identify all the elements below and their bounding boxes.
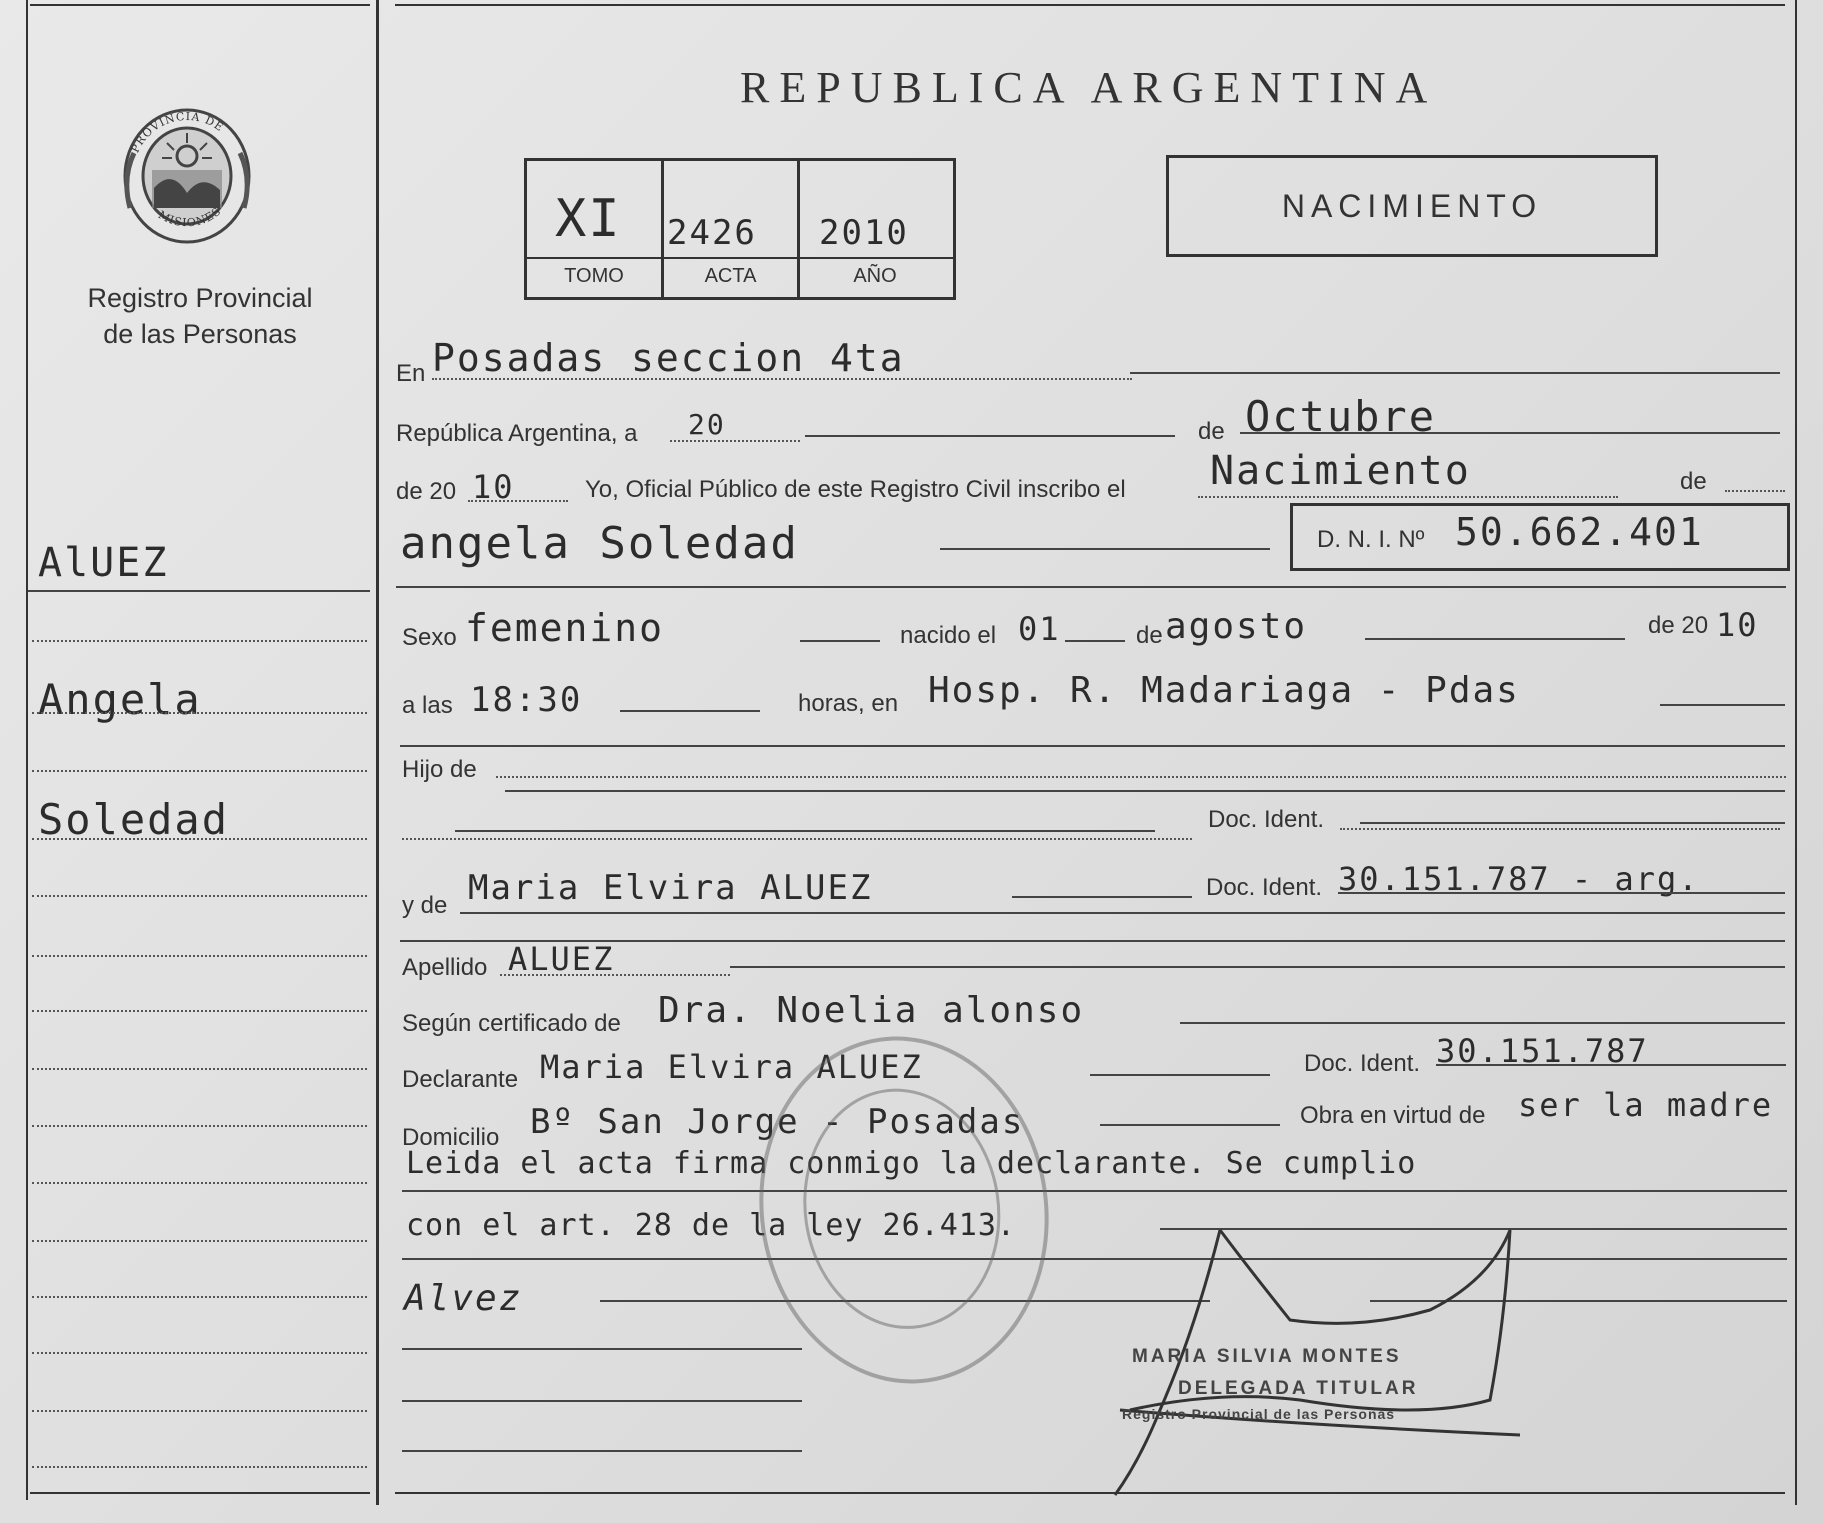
yde-label: y de (402, 892, 448, 919)
registration-day: 20 (688, 408, 726, 441)
father-doc-label: Doc. Ident. (1208, 806, 1325, 833)
segun-rule (1180, 1022, 1785, 1024)
yo-oficial-text: Yo, Oficial Público de este Registro Civil inscribo el (585, 476, 1126, 503)
margin-dotted-line (32, 1240, 367, 1242)
registration-month: Octubre (1245, 392, 1437, 441)
margin-dotted-line (32, 770, 367, 772)
child-name: angela Soledad (400, 518, 799, 569)
margin-name-2: Soledad (38, 795, 230, 844)
section-rule (400, 745, 1785, 747)
apellido-dotted (500, 974, 730, 976)
registry-line-1: Registro Provincial (87, 283, 313, 313)
registry-name (40, 280, 360, 352)
obra-label: Obra en virtud de (1300, 1102, 1486, 1129)
declarante-rule (1090, 1074, 1270, 1076)
birth-year-suffix: 10 (1716, 606, 1759, 644)
father-doc-dotted (1340, 828, 1780, 830)
mother-doc-number: 30.151.787 - arg. (1338, 860, 1700, 898)
father-dotted-line (402, 838, 1192, 840)
declarante-doc-label: Doc. Ident. (1304, 1050, 1421, 1077)
nacido-label: nacido el (900, 622, 997, 649)
inscribed-act: Nacimiento (1210, 448, 1471, 494)
acta-label: ACTA (704, 265, 757, 287)
mother-doc-label: Doc. Ident. (1206, 874, 1323, 901)
en-dotted-line (432, 378, 1132, 380)
notes-line-2: con el art. 28 de la ley 26.413. (406, 1208, 1016, 1243)
bottom-border-line-right (395, 1492, 1785, 1494)
registry-stamp-inner-ring (788, 1076, 1016, 1342)
margin-dotted-line (32, 712, 367, 714)
birth-day-rule (1065, 640, 1125, 642)
column-divider-line (376, 0, 379, 1505)
left-border-line (26, 0, 28, 1500)
registration-year-suffix: 10 (472, 468, 515, 506)
obra-value: ser la madre (1518, 1086, 1774, 1124)
margin-name-1: Angela (38, 675, 202, 724)
margin-dotted-line (32, 838, 367, 840)
margin-dotted-line (32, 955, 367, 957)
margin-surname-line (28, 590, 370, 592)
declarante-doc-number: 30.151.787 (1436, 1032, 1649, 1070)
birth-month-rule (1365, 638, 1625, 640)
domicilio-rule (1100, 1124, 1280, 1126)
margin-dotted-line (32, 1352, 367, 1354)
sexo-label: Sexo (402, 624, 457, 651)
alas-label: a las (402, 692, 453, 719)
declarante-name: Maria Elvira ALUEZ (540, 1048, 923, 1086)
birth-year-label: de 20 (1648, 612, 1709, 639)
margin-dotted-line (32, 895, 367, 897)
father-doc-rule (1360, 822, 1785, 824)
acta-value: 2426 (667, 213, 757, 253)
birth-place: Hosp. R. Madariaga - Pdas (928, 670, 1520, 711)
apellido-value: ALUEZ (508, 940, 615, 978)
top-border-line-left (30, 4, 370, 6)
section-rule (460, 912, 1785, 914)
hour-rule (620, 710, 760, 712)
child-name-rule (940, 548, 1270, 550)
tomo-label: TOMO (564, 265, 624, 287)
right-border-line (1795, 0, 1797, 1505)
place-of-registration: Posadas seccion 4ta (432, 336, 905, 380)
father-rule (455, 830, 1155, 832)
day-rule (805, 435, 1175, 437)
birth-day: 01 (1018, 610, 1061, 648)
provincial-seal (112, 98, 262, 248)
notes-rule-1 (402, 1190, 1787, 1192)
en-label: En (396, 360, 426, 387)
official-name: MARIA SILVIA MONTES (1132, 1346, 1402, 1367)
margin-surname: AlUEZ (38, 540, 169, 586)
anio-label: AÑO (853, 265, 897, 287)
birth-hour: 18:30 (470, 680, 583, 720)
en-rule (1130, 372, 1780, 374)
mother-name: Maria Elvira ALUEZ (468, 868, 873, 908)
margin-dotted-line (32, 1466, 367, 1468)
declarante-doc-rule (1436, 1064, 1786, 1066)
dni-box (1290, 503, 1790, 571)
de2-dotted-line (1725, 490, 1785, 492)
official-office: Registro Provincial de las Personas (1122, 1406, 1396, 1422)
year-dotted-line (468, 500, 568, 502)
inscribe-dotted-line (1198, 496, 1618, 498)
nacido-de-label: de (1136, 622, 1163, 649)
notes-line-1: Leida el acta firma conmigo la declarante. Se cumplio (406, 1146, 1417, 1181)
mother-rule (1012, 896, 1192, 898)
document-type: NACIMIENTO (1281, 188, 1543, 224)
mother-doc-rule (1338, 892, 1785, 894)
section-rule (396, 586, 1786, 588)
anio-value: 2010 (819, 213, 909, 253)
country-title: REPUBLICA ARGENTINA (740, 63, 1438, 112)
seal-upper-text: PROVINCIA DE (128, 109, 227, 155)
de-label: de (1198, 418, 1225, 445)
birth-month: agosto (1165, 606, 1308, 647)
margin-dotted-line (32, 1010, 367, 1012)
dni-number: 50.662.401 (1455, 510, 1704, 554)
year-prefix-label: de 20 (396, 478, 457, 505)
hijo-label: Hijo de (402, 756, 477, 783)
apellido-rule (730, 966, 1785, 968)
notes-rule-6 (402, 1348, 802, 1350)
margin-dotted-line (32, 1296, 367, 1298)
horas-label: horas, en (798, 690, 899, 717)
de-label-2: de (1680, 468, 1707, 495)
sex-value: femenino (465, 606, 665, 650)
misiones-seal-icon (112, 98, 262, 248)
declarante-signature: Alvez (404, 1278, 523, 1319)
certifying-doctor: Dra. Noelia alonso (658, 990, 1085, 1031)
hijo-dotted-line (496, 776, 1786, 778)
dni-label: D. N. I. Nº (1317, 526, 1425, 553)
notes-rule-3 (402, 1258, 1787, 1260)
top-border-line-right (395, 4, 1785, 6)
acta-reference-box (524, 158, 956, 300)
document-type-box (1166, 155, 1658, 257)
domicilio-value: Bº San Jorge - Posadas (530, 1102, 1025, 1142)
notes-rule-7 (402, 1400, 802, 1402)
apellido-label: Apellido (402, 954, 488, 981)
registry-line-2: de las Personas (103, 319, 297, 349)
official-title: DELEGADA TITULAR (1178, 1378, 1419, 1399)
segun-label: Según certificado de (402, 1010, 621, 1037)
margin-dotted-line (32, 1410, 367, 1412)
acta-box-label-rule (527, 257, 953, 259)
declarante-label: Declarante (402, 1066, 519, 1093)
domicilio-label: Domicilio (402, 1124, 500, 1151)
day-dotted-line (670, 440, 800, 442)
margin-dotted-line (32, 1068, 367, 1070)
margin-dotted-line (32, 640, 367, 642)
margin-dotted-line (32, 1125, 367, 1127)
place-rule (1660, 704, 1785, 706)
hijo-rule (505, 790, 1785, 792)
sexo-rule (800, 640, 880, 642)
bottom-border-line-left (30, 1492, 370, 1494)
republica-label: República Argentina, a (396, 420, 638, 447)
tomo-value: XI (555, 189, 622, 249)
month-rule (1240, 432, 1780, 434)
notes-rule-8 (402, 1450, 802, 1452)
margin-dotted-line (32, 1182, 367, 1184)
seal-lower-text: MISIONES (156, 204, 224, 230)
